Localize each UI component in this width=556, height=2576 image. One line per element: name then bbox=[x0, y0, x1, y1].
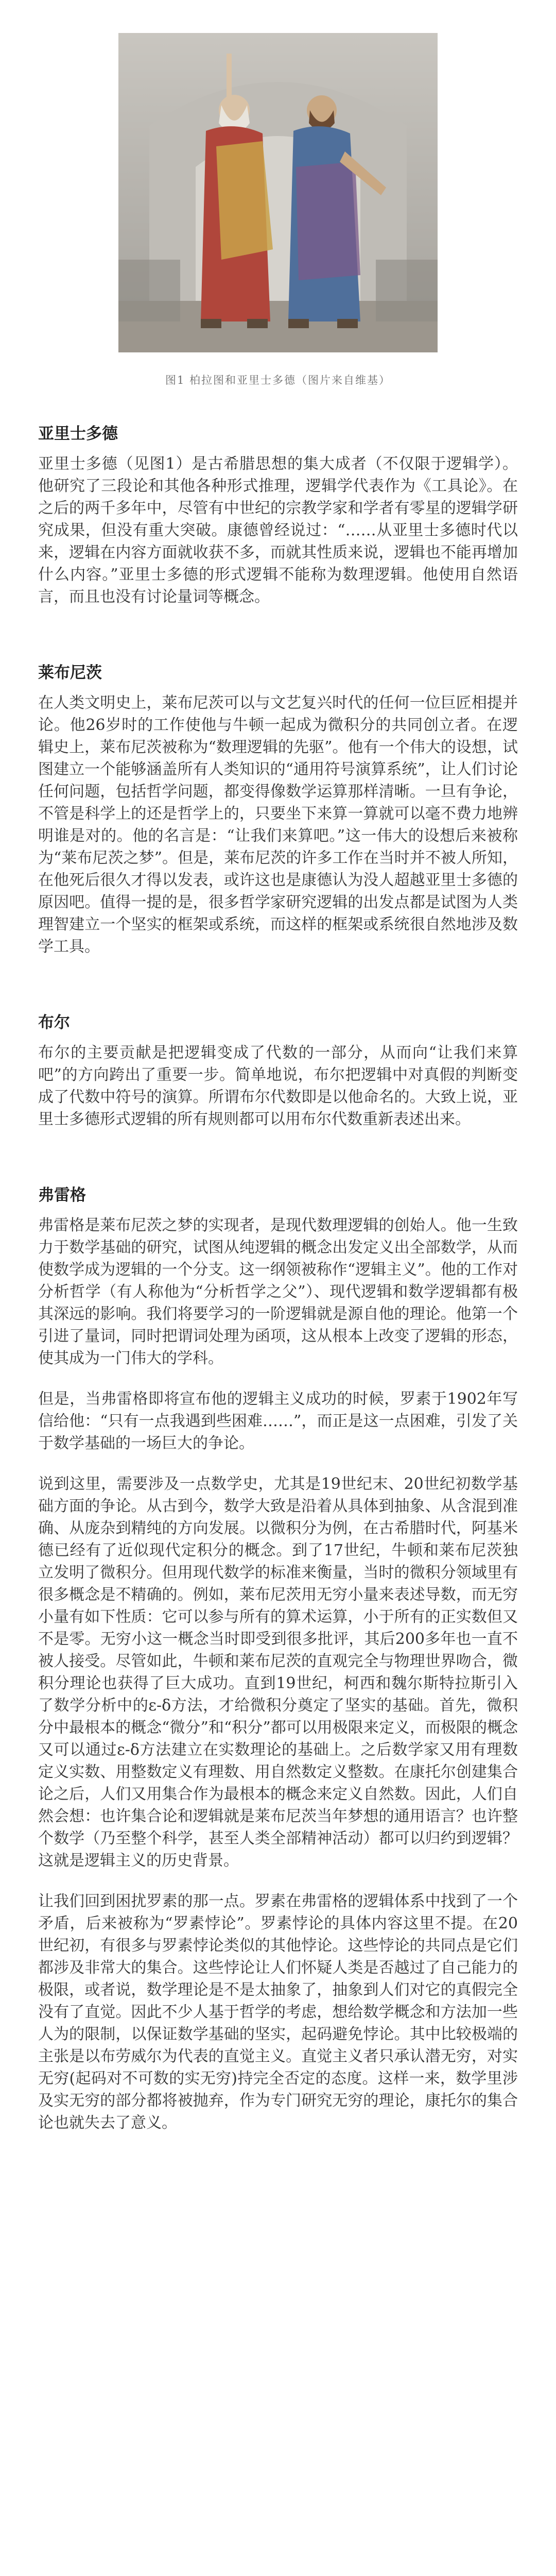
figure-caption: 图1 柏拉图和亚里士多德（图片来自维基） bbox=[165, 374, 391, 386]
section-title: 布尔 bbox=[38, 1013, 70, 1032]
school-of-athens-illustration bbox=[118, 33, 438, 352]
section-title: 弗雷格 bbox=[38, 1186, 86, 1205]
section-boole bbox=[0, 976, 556, 1130]
section-title: 莱布尼茨 bbox=[38, 664, 102, 682]
paragraph: 布尔的主要贡献是把逻辑变成了代数的一部分，从而向“让我们来算吧”的方向跨出了重要一步。简单地说，布尔把逻辑中对真假的判断变成了代数中符号的演算。所谓布尔代数即是以他命名的。大致上说，亚里士多德形式逻辑的所有规则都可以用布尔代数重新表述出来。 bbox=[38, 1044, 518, 1128]
section-aristotle bbox=[0, 387, 556, 608]
figure bbox=[0, 0, 556, 387]
paragraph: 让我们回到困扰罗素的那一点。罗素在弗雷格的逻辑体系中找到了一个矛盾，后来被称为“罗素悖论”。罗素悖论的具体内容这里不提。在20世纪初，有很多与罗素悖论类似的其他悖论。这些悖论的共同点是它们都涉及非常大的集合。这些悖论让人们怀疑人类是否越过了自己能力的极限，或者说，数学理论是不是太抽象了，抽象到人们对它的真假完全没有了直觉。因此不少人基于哲学的考虑，想给数学概念和方法加一些人为的限制，以保证数学基础的坚实，起码避免悖论。其中比较极端的主张是以布劳威尔为代表的直觉主义。直觉主义者只承认潜无穷，对实无穷(起码对不可数的实无穷)持完全否定的态度。这样一来，数学里涉及实无穷的部分都将被抛弃，作为专门研究无穷的理论，康托尔的集合论也就失去了意义。 bbox=[38, 1892, 518, 2132]
paragraph: 亚里士多德（见图1）是古希腊思想的集大成者（不仅限于逻辑学）。他研究了三段论和其他各种形式推理，逻辑学代表作为《工具论》。在之后的两千多年中，尽管有中世纪的宗教学家和学者有零星的逻辑学研究成果，但没有重大突破。康德曾经说过：“……从亚里士多德时代以来，逻辑在内容方面就收获不多，而就其性质来说，逻辑也不能再增加什么内容。”亚里士多德的形式逻辑不能称为数理逻辑。他使用自然语言，而且也没有讨论量词等概念。 bbox=[38, 455, 518, 606]
section-title: 亚里士多德 bbox=[38, 425, 118, 443]
paragraph: 在人类文明史上，莱布尼茨可以与文艺复兴时代的任何一位巨匠相提并论。他26岁时的工作使他与牛顿一起成为微积分的共同创立者。在逻辑史上，莱布尼茨被称为“数理逻辑的先驱”。他有一个伟大的设想，试图建立一个能够涵盖所有人类知识的“通用符号演算系统”，让人们讨论任何问题，包括哲学问题，都变得像数学运算那样清晰。一旦有争论，不管是科学上的还是哲学上的，只要坐下来算一算就可以毫不费力地辨明谁是对的。他的名言是：“让我们来算吧。”这一伟大的设想后来被称为“莱布尼茨之梦”。但是，莱布尼茨的许多工作在当时并不被人所知，在他死后很久才得以发表，或许这也是康德认为没人超越亚里士多德的原因吧。值得一提的是，很多哲学家研究逻辑的出发点都是试图为人类理智建立一个坚实的框架或系统，而这样的框架或系统很自然地涉及数学工具。 bbox=[38, 694, 518, 956]
paragraph: 说到这里，需要涉及一点数学史，尤其是19世纪末、20世纪初数学基础方面的争论。从古到今，数学大致是沿着从具体到抽象、从含混到准确、从庞杂到精纯的方向发展。以微积分为例，在古希腊时代，阿基米德已经有了近似现代定积分的概念。到了17世纪，牛顿和莱布尼茨独立发明了微积分。但用现代数学的标准来衡量，当时的微积分领域里有很多概念是不精确的。例如，莱布尼茨用无穷小量来表述导数，而无穷小量有如下性质：它可以参与所有的算术运算，小于所有的正实数但又不是零。无穷小这一概念当时即受到很多批评，其后200多年也一直不被人接受。尽管如此，牛顿和莱布尼茨的直观完全与物理世界吻合，微积分理论也获得了巨大成功。直到19世纪，柯西和魏尔斯特拉斯引入了数学分析中的ε-δ方法，才给微积分奠定了坚实的基础。首先，微积分中最根本的概念“微分”和“积分”都可以用极限来定义，而极限的概念又可以通过ε-δ方法建立在实数理论的基础上。之后数学家又用有理数定义实数、用整数定义有理数、用自然数定义整数。在康托尔创建集合论之后，人们又用集合作为最根本的概念来定义自然数。因此，人们自然会想：也许集合论和逻辑就是莱布尼茨当年梦想的通用语言？也许整个数学（乃至整个科学，甚至人类全部精神活动）都可以归约到逻辑？这就是逻辑主义的历史背景。 bbox=[38, 1475, 518, 1870]
paragraph: 弗雷格是莱布尼茨之梦的实现者，是现代数理逻辑的创始人。他一生致力于数学基础的研究，试图从纯逻辑的概念出发定义出全部数学，从而使数学成为逻辑的一个分支。这一纲领被称作“逻辑主义”。他的工作对分析哲学（有人称他为“分析哲学之父”）、现代逻辑和数学逻辑都有极其深远的影响。我们将要学习的一阶逻辑就是源自他的理论。他第一个引进了量词，同时把谓词处理为函项，这从根本上改变了逻辑的形态，使其成为一门伟大的学科。 bbox=[38, 1216, 518, 1367]
figure-image bbox=[118, 33, 438, 352]
section-leibniz bbox=[0, 626, 556, 958]
section-frege bbox=[0, 1149, 556, 2134]
paragraph: 但是，当弗雷格即将宣布他的逻辑主义成功的时候，罗素于1902年写信给他：“只有一点我遇到些困难……”，而正是这一点困难，引发了关于数学基础的一场巨大的争论。 bbox=[38, 1390, 518, 1452]
